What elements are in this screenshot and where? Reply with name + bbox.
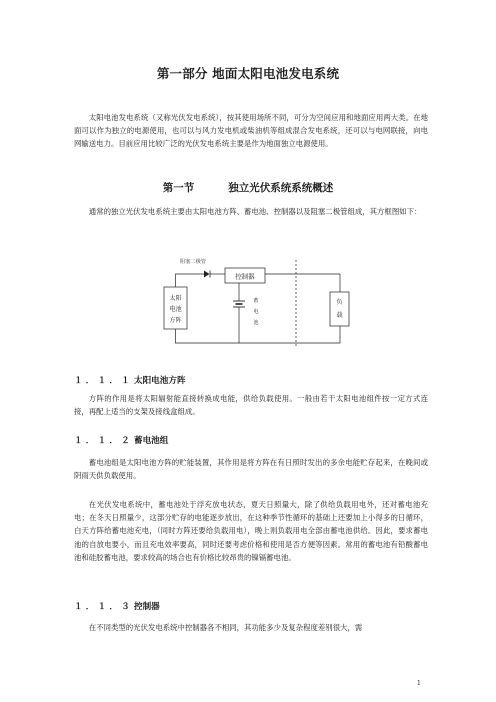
diode-icon	[204, 271, 210, 278]
section-title: 独立光伏系统系统概述	[228, 182, 334, 194]
subsection-heading-1	[74, 374, 186, 386]
subsection-title-1: 太阳电池方阵	[133, 376, 186, 386]
controller-paragraph: 在不同类型的光伏发电系统中控制器各不相同，其功能多少及复杂程度差别很大，需	[88, 623, 363, 632]
solar-array-paragraph: 方阵的作用是将太阳辐射能直接转换成电能，供给负载使用。一般由若干太阳电池组件按一定方式连接，再配上适当的支架及接线盒组成。	[74, 394, 428, 417]
load-label-2: 载	[336, 312, 343, 319]
solar-array-label-2: 电池	[169, 306, 182, 313]
solar-array-label-3: 方阵	[169, 317, 182, 324]
section-intro-paragraph: 通常的独立光伏发电系统主要由太阳电池方阵、蓄电池、控制器以及阻塞二极管组成，其方框图如下：	[88, 207, 422, 216]
load-box	[330, 292, 349, 326]
subsection-number-2: １．１．２	[74, 436, 133, 446]
battery-paragraph-2: 在光伏发电系统中，蓄电池处于浮充放电状态，夏天日照量大，除了供给负载用电外，还对蓄电池充电；在冬天日照量少，这部分贮存的电能逐步放出，在这种季节性循环的基础上还要加上小得多的日循环，白天方阵给蓄电池充电，（同时方阵还要给负载用电），晚上则负载用电全部由蓄电池供给。因此，要求蓄电池的自放电要小，而且充电效率要高，同时还要考虑价格和使用是否方便等因素。常用的蓄电池有铅酸蓄电池和硅胶蓄电池，要求较高的场合也有价格比较昂贵的镍镉蓄电池。	[74, 500, 428, 562]
section-number: 第一节	[162, 182, 195, 194]
battery-label-1: 蓄	[253, 298, 259, 304]
solar-array-label-1: 太阳	[169, 295, 182, 302]
page-number: 1	[417, 680, 421, 687]
battery-label-3: 池	[253, 320, 259, 326]
intro-paragraph: 太阳电池发电系统（又称光伏发电系统），按其使用场所不同，可分为空间应用和地面应用两大类。在地面可以作为独立的电源使用，也可以与风力发电机或柴油机等组成混合发电系统，还可以与电网联接，向电网输送电力。目前应用比较广泛的光伏发电系统主要是作为地面独立电源使用。	[74, 113, 428, 149]
battery-label-2: 电	[253, 309, 259, 315]
battery-icon	[233, 301, 245, 307]
subsection-number-1: １．１．１	[74, 376, 133, 386]
battery-paragraph-1: 蓄电池组是太阳电池方阵的贮能装置，其作用是将方阵在有日照时发出的多余电能贮存起来，在晚间或阴雨天供负载使用。	[74, 458, 428, 481]
subsection-number-3: １．１．３	[74, 602, 133, 612]
subsection-heading-3	[74, 600, 160, 612]
diode-label: 阻塞二极管	[180, 259, 206, 265]
load-label-1: 负	[336, 299, 343, 306]
controller-label: 控制器	[235, 272, 255, 281]
subsection-title-2: 蓄电池组	[133, 436, 169, 446]
chapter-title: 第一部分 地面太阳电池发电系统	[156, 66, 340, 81]
subsection-title-3: 控制器	[133, 602, 160, 612]
subsection-heading-2	[74, 434, 168, 446]
